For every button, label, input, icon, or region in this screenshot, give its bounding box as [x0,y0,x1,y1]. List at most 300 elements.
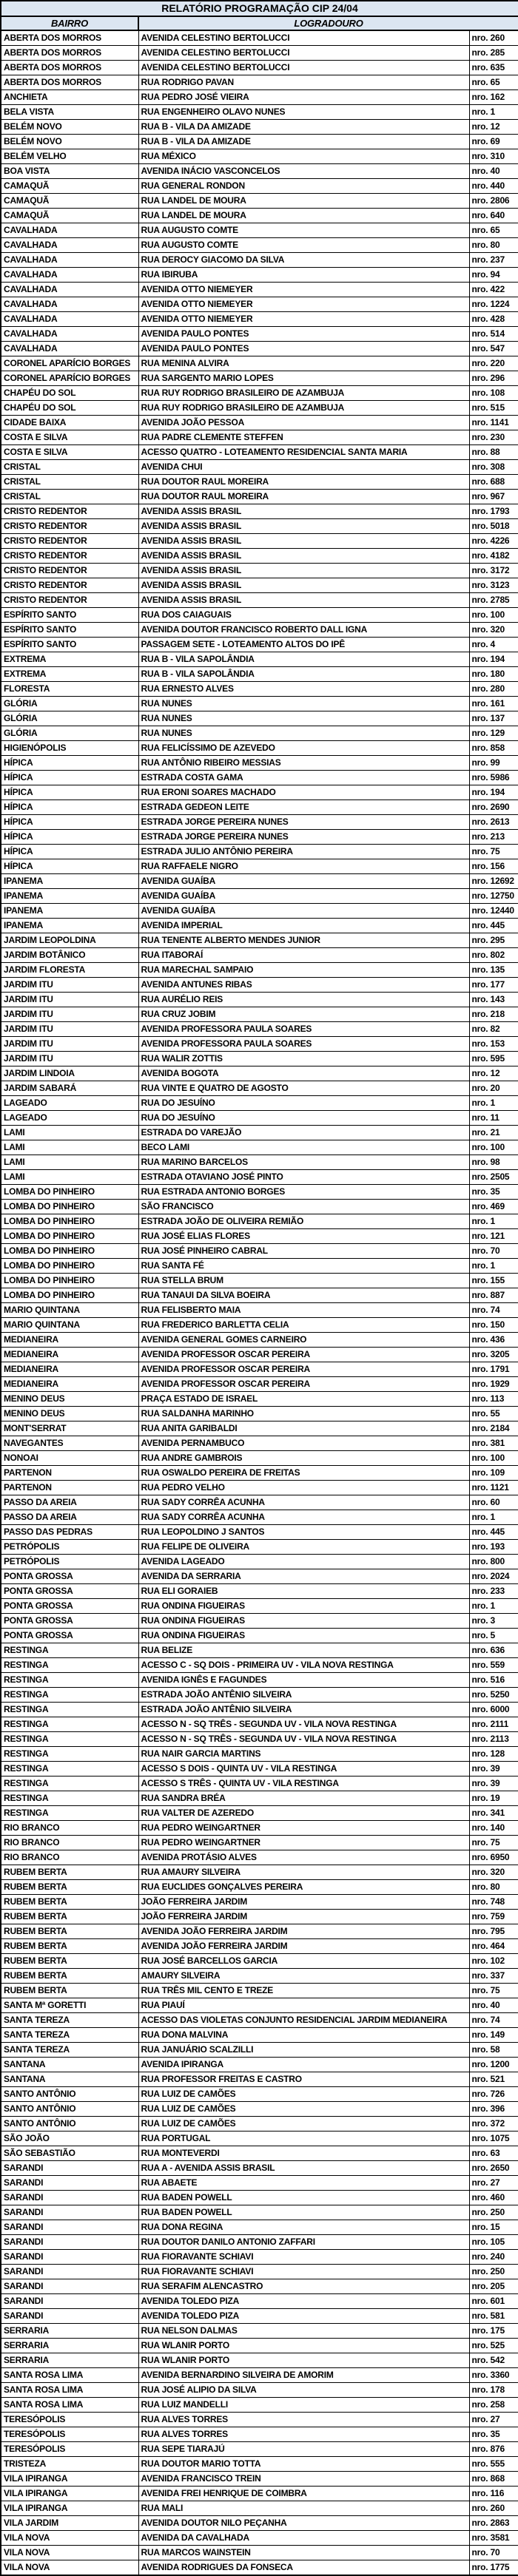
bairro-cell: CAVALHADA [1,312,138,327]
logradouro-cell: RUA SANDRA BRÉA [138,1791,469,1806]
logradouro-cell: RUA PEDRO JOSÉ VIEIRA [138,90,469,105]
column-header-row [1,16,518,30]
table-row [1,1895,518,1910]
bairro-cell: RIO BRANCO [1,1821,138,1836]
logradouro-cell: ACESSO N - SQ TRÊS - SEGUNDA UV - VILA NOVA RESTINGA [138,1732,469,1747]
table-row [1,1865,518,1880]
bairro-cell: SANTA TEREZA [1,2028,138,2043]
numero-cell: nro. 60 [469,1495,518,1510]
bairro-cell: LOMBA DO PINHEIRO [1,1288,138,1303]
logradouro-cell: RUA PIAUÍ [138,1998,469,2013]
logradouro-cell: RUA ERONI SOARES MACHADO [138,785,469,800]
logradouro-cell: RUA NUNES [138,726,469,741]
logradouro-cell: RUA ESTRADA ANTONIO BORGES [138,1185,469,1200]
table-body [1,30,518,2575]
numero-cell: nro. 5 [469,1629,518,1643]
numero-cell: nro. 2806 [469,194,518,209]
logradouro-cell: AVENIDA OTTO NIEMEYER [138,297,469,312]
numero-cell: nro. 135 [469,963,518,978]
numero-cell: nro. 445 [469,919,518,933]
table-row [1,741,518,756]
numero-cell: nro. 688 [469,475,518,490]
logradouro-cell: RUA B - VILA SAPOLÂNDIA [138,652,469,667]
table-row [1,785,518,800]
bairro-cell: RESTINGA [1,1806,138,1821]
numero-cell: nro. 5986 [469,771,518,785]
table-row [1,1436,518,1451]
logradouro-cell: RUA DONA REGINA [138,2220,469,2235]
bairro-cell: PONTA GROSSA [1,1584,138,1599]
bairro-cell: FLORESTA [1,682,138,697]
table-row [1,2265,518,2279]
bairro-cell: RESTINGA [1,1688,138,1703]
logradouro-cell: RUA PROFESSOR FREITAS E CASTRO [138,2072,469,2087]
numero-cell: nro. 3123 [469,578,518,593]
bairro-cell: RUBEM BERTA [1,1865,138,1880]
logradouro-cell: AVENIDA CELESTINO BERTOLUCCI [138,46,469,61]
numero-cell: nro. 6000 [469,1703,518,1717]
numero-cell: nro. 3 [469,1614,518,1629]
bairro-cell: CRISTAL [1,475,138,490]
table-row [1,1584,518,1599]
logradouro-cell: AVENIDA FREI HENRIQUE DE COIMBRA [138,2487,469,2501]
numero-cell: nro. 280 [469,682,518,697]
table-row [1,1540,518,1555]
table-row [1,1126,518,1140]
bairro-cell: SARANDI [1,2265,138,2279]
numero-cell: nro. 341 [469,1806,518,1821]
numero-cell: nro. 162 [469,90,518,105]
logradouro-cell: RUA WALIR ZOTTIS [138,1052,469,1066]
bairro-cell: GLÓRIA [1,726,138,741]
table-row [1,2102,518,2117]
numero-cell: nro. 1224 [469,297,518,312]
table-row [1,2220,518,2235]
bairro-cell: MARIO QUINTANA [1,1318,138,1333]
bairro-cell: JARDIM ITU [1,993,138,1007]
numero-cell: nro. 258 [469,2398,518,2413]
bairro-cell: RESTINGA [1,1777,138,1791]
numero-cell: nro. 99 [469,756,518,771]
numero-cell: nro. 100 [469,1140,518,1155]
table-row [1,2250,518,2265]
numero-cell: nro. 108 [469,386,518,401]
bairro-cell: JARDIM FLORESTA [1,963,138,978]
numero-cell: nro. 337 [469,1969,518,1984]
bairro-cell: SARANDI [1,2191,138,2205]
bairro-cell: IPANEMA [1,874,138,889]
logradouro-cell: BECO LAMI [138,1140,469,1155]
bairro-cell: NONOAI [1,1451,138,1466]
numero-cell: nro. 75 [469,845,518,859]
bairro-cell: JARDIM ITU [1,1052,138,1066]
bairro-cell: RESTINGA [1,1673,138,1688]
table-row [1,1214,518,1229]
logradouro-cell: RUA NUNES [138,711,469,726]
logradouro-cell: RUA ONDINA FIGUEIRAS [138,1629,469,1643]
bairro-cell: ESPÍRITO SANTO [1,623,138,638]
logradouro-cell: AVENIDA GUAÍBA [138,889,469,904]
numero-cell: nro. 65 [469,75,518,90]
bairro-cell: SÃO SEBASTIÃO [1,2146,138,2161]
logradouro-cell: RUA SADY CORRÊA ACUNHA [138,1510,469,1525]
bairro-cell: VILA JARDIM [1,2516,138,2531]
bairro-cell: TERESÓPOLIS [1,2427,138,2442]
logradouro-cell: RUA TRÊS MIL CENTO E TREZE [138,1984,469,1998]
bairro-cell: MEDIANEIRA [1,1377,138,1392]
bairro-cell: LOMBA DO PINHEIRO [1,1200,138,1214]
table-row [1,652,518,667]
bairro-cell: PONTA GROSSA [1,1599,138,1614]
numero-cell: nro. 74 [469,1303,518,1318]
numero-cell: nro. 55 [469,1407,518,1421]
numero-cell: nro. 795 [469,1924,518,1939]
logradouro-cell: ESTRADA COSTA GAMA [138,771,469,785]
table-row [1,771,518,785]
logradouro-cell: AVENIDA DOUTOR NILO PEÇANHA [138,2516,469,2531]
logradouro-cell: RUA LANDEL DE MOURA [138,209,469,223]
bairro-cell: RESTINGA [1,1791,138,1806]
table-row [1,194,518,209]
bairro-cell: HÍPICA [1,756,138,771]
numero-cell: nro. 967 [469,490,518,504]
logradouro-cell: AVENIDA FRANCISCO TREIN [138,2472,469,2487]
table-row [1,1362,518,1377]
numero-cell: nro. 177 [469,978,518,993]
table-row [1,2516,518,2531]
bairro-cell: SANTO ANTÔNIO [1,2087,138,2102]
table-row [1,948,518,963]
table-row [1,2472,518,2487]
numero-cell: nro. 1929 [469,1377,518,1392]
logradouro-cell: RUA ALVES TORRES [138,2427,469,2442]
bairro-cell: EXTREMA [1,667,138,682]
numero-cell: nro. 285 [469,46,518,61]
logradouro-cell: SÃO FRANCISCO [138,1200,469,1214]
bairro-cell: CIDADE BAIXA [1,416,138,430]
numero-cell: nro. 514 [469,327,518,342]
table-row [1,830,518,845]
table-row [1,1155,518,1170]
bairro-cell: SERRARIA [1,2339,138,2353]
bairro-cell: JARDIM ITU [1,1022,138,1037]
table-row [1,1288,518,1303]
table-row [1,1170,518,1185]
numero-cell: nro. 2863 [469,2516,518,2531]
numero-cell: nro. 15 [469,2220,518,2235]
bairro-cell: PONTA GROSSA [1,1614,138,1629]
logradouro-cell: RUA LUIZ DE CAMÕES [138,2087,469,2102]
bairro-cell: VILA IPIRANGA [1,2501,138,2516]
table-row [1,815,518,830]
table-row [1,1333,518,1348]
bairro-cell: CRISTO REDENTOR [1,504,138,519]
bairro-cell: BELÉM NOVO [1,135,138,149]
logradouro-cell: RUA BELIZE [138,1643,469,1658]
logradouro-cell: RUA WLANIR PORTO [138,2353,469,2368]
bairro-cell: CAVALHADA [1,223,138,238]
numero-cell: nro. 12692 [469,874,518,889]
table-row [1,549,518,564]
bairro-cell: SERRARIA [1,2353,138,2368]
bairro-cell: HÍPICA [1,785,138,800]
logradouro-cell: RUA SERAFIM ALENCASTRO [138,2279,469,2294]
table-row [1,475,518,490]
table-row [1,2457,518,2472]
table-row [1,90,518,105]
bairro-cell: RUBEM BERTA [1,1910,138,1924]
table-row [1,593,518,608]
table-row [1,1495,518,1510]
table-row [1,223,518,238]
logradouro-cell: RUA SADY CORRÊA ACUNHA [138,1495,469,1510]
table-row [1,1392,518,1407]
bairro-cell: MENINO DEUS [1,1392,138,1407]
numero-cell: nro. 143 [469,993,518,1007]
table-row [1,564,518,578]
numero-cell: nro. 260 [469,2501,518,2516]
numero-cell: nro. 58 [469,2043,518,2058]
numero-cell: nro. 726 [469,2087,518,2102]
bairro-cell: CORONEL APARÍCIO BORGES [1,356,138,371]
table-row [1,2413,518,2427]
column-header-logradouro: LOGRADOURO [138,16,518,30]
numero-cell: nro. 98 [469,1155,518,1170]
numero-cell: nro. 21 [469,1126,518,1140]
numero-cell: nro. 69 [469,135,518,149]
numero-cell: nro. 128 [469,1747,518,1762]
logradouro-cell: AVENIDA PROFESSOR OSCAR PEREIRA [138,1362,469,1377]
bairro-cell: COSTA E SILVA [1,430,138,445]
logradouro-cell: AVENIDA JOÃO FERREIRA JARDIM [138,1939,469,1954]
table-row [1,2132,518,2146]
bairro-cell: MONT'SERRAT [1,1421,138,1436]
numero-cell: nro. 858 [469,741,518,756]
numero-cell: nro. 27 [469,2176,518,2191]
bairro-cell: JARDIM LEOPOLDINA [1,933,138,948]
numero-cell: nro. 308 [469,460,518,475]
table-row [1,2487,518,2501]
table-row [1,2028,518,2043]
numero-cell: nro. 381 [469,1436,518,1451]
numero-cell: nro. 40 [469,164,518,179]
logradouro-cell: RUA ITABORAÍ [138,948,469,963]
table-row [1,1732,518,1747]
logradouro-cell: AVENIDA CELESTINO BERTOLUCCI [138,61,469,75]
numero-cell: nro. 35 [469,1185,518,1200]
numero-cell: nro. 39 [469,1777,518,1791]
numero-cell: nro. 521 [469,2072,518,2087]
numero-cell: nro. 250 [469,2205,518,2220]
numero-cell: nro. 233 [469,1584,518,1599]
table-row [1,978,518,993]
logradouro-cell: AVENIDA JOÃO PESSOA [138,416,469,430]
bairro-cell: LAGEADO [1,1096,138,1111]
bairro-cell: PARTENON [1,1466,138,1481]
bairro-cell: LOMBA DO PINHEIRO [1,1274,138,1288]
logradouro-cell: ACESSO S DOIS - QUINTA UV - VILA RESTINGA [138,1762,469,1777]
table-row [1,578,518,593]
table-row [1,933,518,948]
numero-cell: nro. 3205 [469,1348,518,1362]
logradouro-cell: AVENIDA CHUI [138,460,469,475]
numero-cell: nro. 310 [469,149,518,164]
logradouro-cell: PRAÇA ESTADO DE ISRAEL [138,1392,469,1407]
table-row [1,356,518,371]
bairro-cell: TERESÓPOLIS [1,2442,138,2457]
table-row [1,1850,518,1865]
numero-cell: nro. 1075 [469,2132,518,2146]
bairro-cell: HÍPICA [1,859,138,874]
logradouro-cell: RUA GENERAL RONDON [138,179,469,194]
table-row [1,401,518,416]
table-row [1,268,518,283]
numero-cell: nro. 802 [469,948,518,963]
numero-cell: nro. 436 [469,1333,518,1348]
table-row [1,859,518,874]
logradouro-cell: RUA NELSON DALMAS [138,2324,469,2339]
table-row [1,800,518,815]
logradouro-cell: RUA ONDINA FIGUEIRAS [138,1599,469,1614]
numero-cell: nro. 1 [469,1214,518,1229]
bairro-cell: SARANDI [1,2294,138,2309]
bairro-cell: RIO BRANCO [1,1836,138,1850]
table-row [1,2146,518,2161]
table-row [1,845,518,859]
logradouro-cell: RUA LUIZ DE CAMÕES [138,2102,469,2117]
numero-cell: nro. 595 [469,1052,518,1066]
numero-cell: nro. 161 [469,697,518,711]
numero-cell: nro. 887 [469,1288,518,1303]
bairro-cell: SÃO JOÃO [1,2132,138,2146]
numero-cell: nro. 464 [469,1939,518,1954]
bairro-cell: RUBEM BERTA [1,1954,138,1969]
numero-cell: nro. 516 [469,1673,518,1688]
logradouro-cell: RUA PADRE CLEMENTE STEFFEN [138,430,469,445]
numero-cell: nro. 2690 [469,800,518,815]
bairro-cell: CRISTO REDENTOR [1,578,138,593]
logradouro-cell: AVENIDA ASSIS BRASIL [138,504,469,519]
table-row [1,164,518,179]
table-row [1,1274,518,1288]
table-row [1,608,518,623]
logradouro-cell: RUA TENENTE ALBERTO MENDES JUNIOR [138,933,469,948]
logradouro-cell: RUA SALDANHA MARINHO [138,1407,469,1421]
logradouro-cell: AVENIDA GENERAL GOMES CARNEIRO [138,1333,469,1348]
bairro-cell: SANTA TEREZA [1,2043,138,2058]
bairro-cell: BOA VISTA [1,164,138,179]
numero-cell: nro. 1775 [469,2560,518,2576]
table-row [1,2205,518,2220]
bairro-cell: EXTREMA [1,652,138,667]
bairro-cell: LOMBA DO PINHEIRO [1,1185,138,1200]
table-row [1,1629,518,1643]
numero-cell: nro. 75 [469,1984,518,1998]
numero-cell: nro. 109 [469,1466,518,1481]
numero-cell: nro. 440 [469,179,518,194]
table-row [1,1939,518,1954]
table-row [1,2279,518,2294]
bairro-cell: RESTINGA [1,1747,138,1762]
bairro-cell: SARANDI [1,2279,138,2294]
bairro-cell: JARDIM BOTÂNICO [1,948,138,963]
numero-cell: nro. 260 [469,30,518,46]
bairro-cell: LAGEADO [1,1111,138,1126]
table-row [1,1555,518,1569]
numero-cell: nro. 1141 [469,416,518,430]
numero-cell: nro. 515 [469,401,518,416]
table-row [1,342,518,356]
table-row [1,2176,518,2191]
logradouro-cell: RUA FELIPE DE OLIVEIRA [138,1540,469,1555]
bairro-cell: CRISTAL [1,490,138,504]
bairro-cell: RUBEM BERTA [1,1969,138,1984]
table-row [1,504,518,519]
bairro-cell: RESTINGA [1,1732,138,1747]
logradouro-cell: RUA LEOPOLDINO J SANTOS [138,1525,469,1540]
bairro-cell: CAVALHADA [1,238,138,253]
table-row [1,490,518,504]
logradouro-cell: RUA PORTUGAL [138,2132,469,2146]
table-row [1,1836,518,1850]
logradouro-cell: RUA ENGENHEIRO OLAVO NUNES [138,105,469,120]
table-row [1,1481,518,1495]
bairro-cell: JARDIM ITU [1,978,138,993]
numero-cell: nro. 180 [469,667,518,682]
numero-cell: nro. 155 [469,1274,518,1288]
table-row [1,1185,518,1200]
bairro-cell: RESTINGA [1,1643,138,1658]
numero-cell: nro. 5250 [469,1688,518,1703]
bairro-cell: RUBEM BERTA [1,1880,138,1895]
numero-cell: nro. 75 [469,1836,518,1850]
bairro-cell: PASSO DAS PEDRAS [1,1525,138,1540]
logradouro-cell: RUA SEPE TIARAJÚ [138,2442,469,2457]
table-row [1,1643,518,1658]
numero-cell: nro. 1 [469,1510,518,1525]
table-row [1,519,518,534]
table-row [1,963,518,978]
numero-cell: nro. 80 [469,1880,518,1895]
logradouro-cell: RUA CRUZ JOBIM [138,1007,469,1022]
table-row [1,1762,518,1777]
table-row [1,1244,518,1259]
table-row [1,2191,518,2205]
table-row [1,1599,518,1614]
logradouro-cell: RUA RODRIGO PAVAN [138,75,469,90]
bairro-cell: MENINO DEUS [1,1407,138,1421]
logradouro-cell: RUA FELISBERTO MAIA [138,1303,469,1318]
logradouro-cell: AVENIDA TOLEDO PIZA [138,2309,469,2324]
bairro-cell: CAMAQUÃ [1,209,138,223]
table-row [1,1614,518,1629]
bairro-cell: MEDIANEIRA [1,1333,138,1348]
bairro-cell: RESTINGA [1,1717,138,1732]
logradouro-cell: RUA B - VILA SAPOLÂNDIA [138,667,469,682]
logradouro-cell: AVENIDA ASSIS BRASIL [138,593,469,608]
bairro-cell: CAVALHADA [1,342,138,356]
numero-cell: nro. 640 [469,209,518,223]
logradouro-cell: ESTRADA GEDEON LEITE [138,800,469,815]
numero-cell: nro. 5018 [469,519,518,534]
table-row [1,1259,518,1274]
logradouro-cell: AVENIDA OTTO NIEMEYER [138,283,469,297]
numero-cell: nro. 80 [469,238,518,253]
table-row [1,697,518,711]
numero-cell: nro. 2650 [469,2161,518,2176]
numero-cell: nro. 320 [469,623,518,638]
numero-cell: nro. 2505 [469,1170,518,1185]
